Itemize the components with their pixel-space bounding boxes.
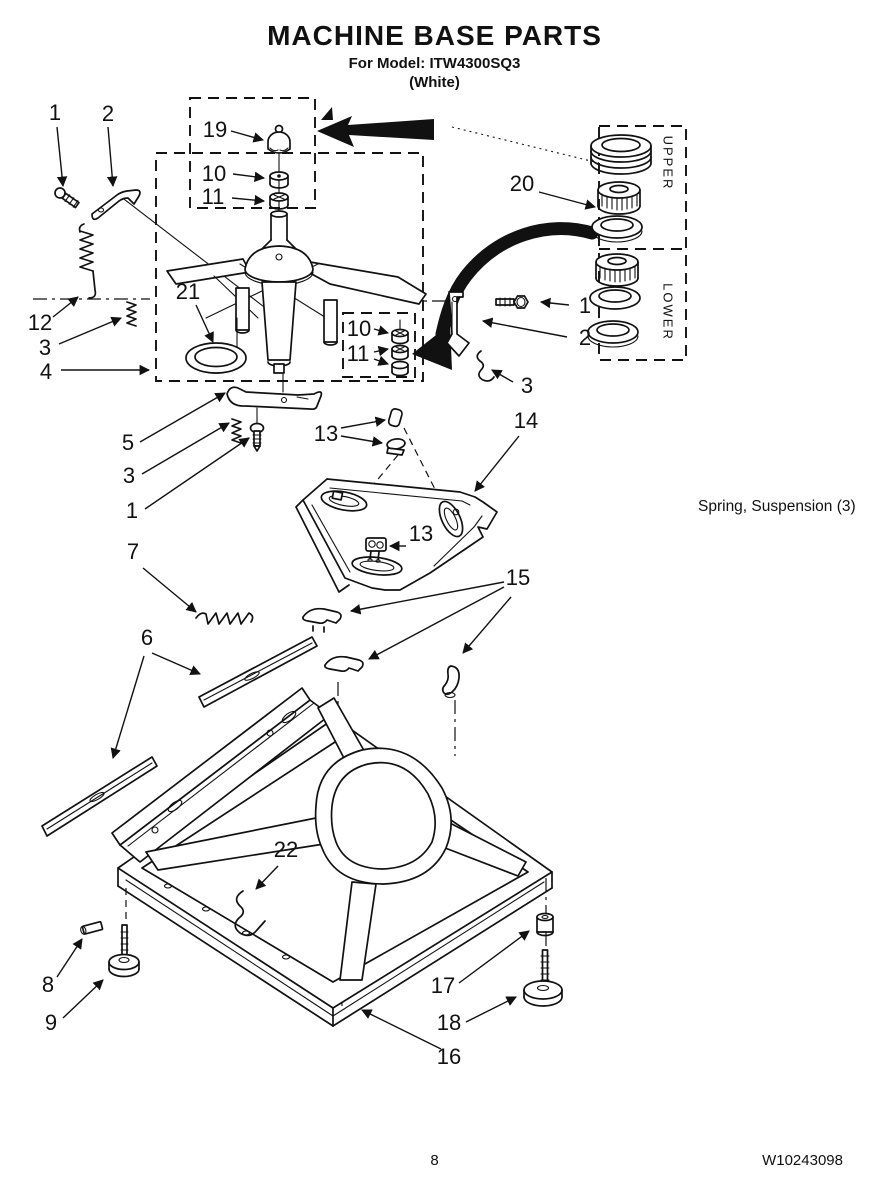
callout-skid-rails: 6 xyxy=(140,625,154,650)
page-number: 8 xyxy=(430,1152,439,1169)
callout-suspension-pads: 15 xyxy=(505,565,531,590)
long-suspension-spring xyxy=(80,224,96,298)
small-spring-clip-left xyxy=(127,302,136,326)
hex-screw-right xyxy=(496,296,528,308)
upper-label: UPPER xyxy=(660,135,676,191)
callout-bracket-right: 2 xyxy=(578,325,592,350)
callout-platform-brace: 14 xyxy=(513,408,539,433)
page-title: MACHINE BASE PARTS xyxy=(267,20,602,51)
callout-spring-clip-mid: 3 xyxy=(122,463,136,488)
callout-screw-right: 1 xyxy=(578,293,592,318)
base-frame xyxy=(112,688,552,1026)
leveling-foot-left xyxy=(109,925,139,977)
callout-leveling-foot-left: 9 xyxy=(44,1010,58,1035)
support-plate xyxy=(227,387,321,409)
document-number: W10243098 xyxy=(762,1152,843,1169)
callout-snubber-ring: 21 xyxy=(175,279,201,304)
callout-roller-pin: 8 xyxy=(41,972,55,997)
big-left-arrow xyxy=(317,116,434,147)
callout-support-plate: 5 xyxy=(121,430,135,455)
leg-nut xyxy=(537,914,553,936)
callout-cap-nut: 19 xyxy=(202,117,228,142)
callout-bracket-top-left: 2 xyxy=(101,101,115,126)
callout-screw-mid: 1 xyxy=(125,498,139,523)
callout-screw-top-left: 1 xyxy=(48,100,62,125)
model-line: For Model: ITW4300SQ3 xyxy=(348,55,521,72)
callout-thrust-washer-lower: 10 xyxy=(346,316,372,341)
roller-pin xyxy=(80,922,103,935)
callout-long-spring: 12 xyxy=(27,310,53,335)
screw-top-left xyxy=(53,186,80,209)
callout-spring-clip-left: 3 xyxy=(38,335,52,360)
finish-line: (White) xyxy=(409,73,460,91)
callout-clip-pair: 13 xyxy=(313,421,339,446)
bracket-top-left xyxy=(92,190,140,219)
callout-thrust-spacer-lower: 11 xyxy=(346,341,370,366)
callout-bearing-kit: 20 xyxy=(509,171,535,196)
snubber-ring xyxy=(186,343,246,373)
bearing-kit-parts xyxy=(588,135,651,347)
callout-gearcase: 4 xyxy=(39,359,53,384)
callout-thrust-spacer-upper: 11 xyxy=(201,184,225,209)
cap-nut xyxy=(268,126,290,154)
screw-mid xyxy=(251,408,264,451)
small-triangle-marker xyxy=(321,107,333,120)
callout-hook-clip: 22 xyxy=(273,837,299,862)
callout-spring-clip-right: 3 xyxy=(520,373,534,398)
leveling-leg-right xyxy=(524,950,562,1006)
lower-label: LOWER xyxy=(660,283,676,341)
callout-base-frame: 16 xyxy=(436,1044,462,1069)
thrust-washers-lower xyxy=(392,320,408,376)
spring-clip-right xyxy=(477,351,494,381)
callout-leveling-leg-right: 18 xyxy=(436,1010,462,1035)
callout-thrust-washer-upper: 10 xyxy=(201,161,227,186)
callout-leg-nut: 17 xyxy=(430,973,456,998)
callout-small-spring: 7 xyxy=(126,539,140,564)
callout-clip-single: 13 xyxy=(408,521,434,546)
spring-clip-mid xyxy=(232,419,241,443)
small-spring xyxy=(196,613,253,624)
platform-brace xyxy=(296,479,497,592)
spring-suspension-note: Spring, Suspension (3) xyxy=(698,498,856,515)
